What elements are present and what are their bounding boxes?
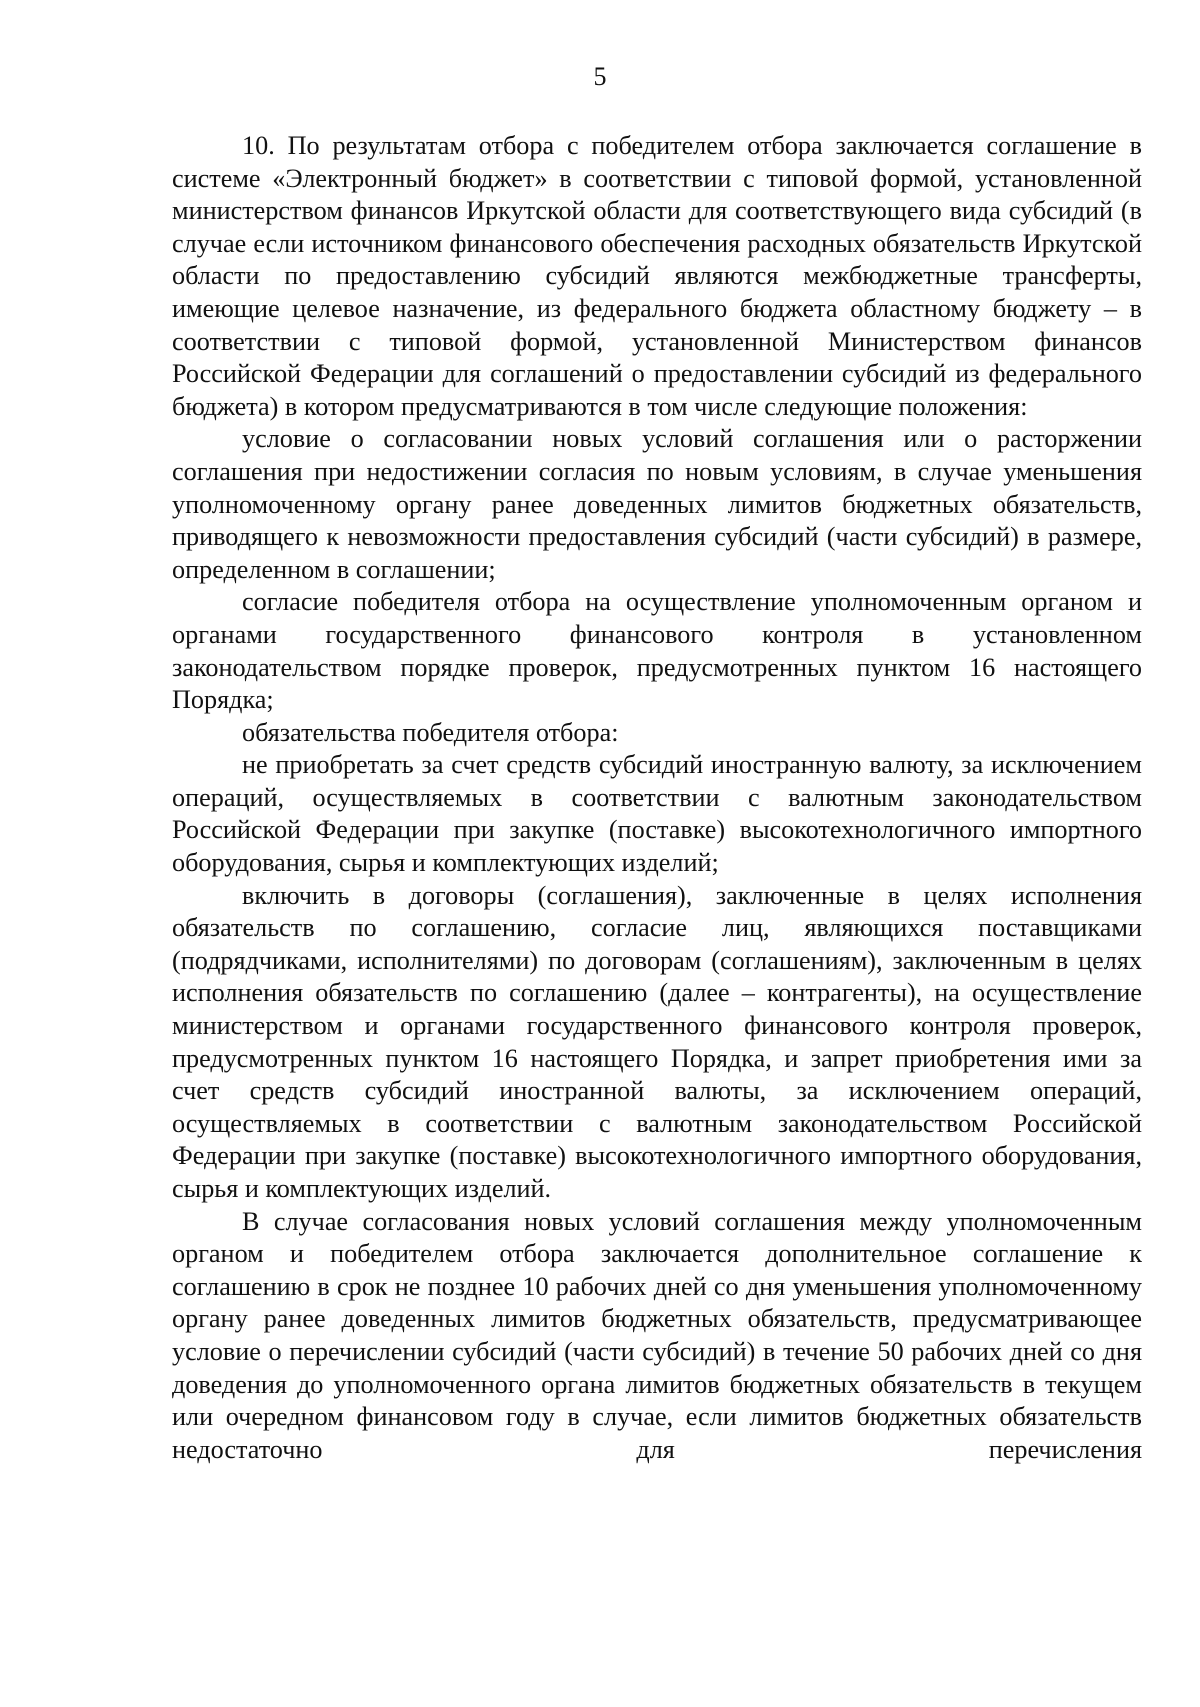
document-body [172, 130, 1142, 1466]
paragraph-additional-agreement: В случае согласования новых условий соглашения между уполномоченным органом и победителем отбора заключается дополнительное соглашение к соглашению в срок не позднее 10 рабочих дней со дня уменьшения уполномоченному органу ранее доведенных лимитов бюджетных обязательств, предусматривающее условие о перечислении субсидий (части субсидий) в течение 50 рабочих дней со дня доведения до уполномоченного органа лимитов бюджетных обязательств в текущем или очередном финансовом году в случае, если лимитов бюджетных обязательств недостаточно для перечисления [172, 1206, 1142, 1464]
paragraph-contract-consent: включить в договоры (соглашения), заключенные в целях исполнения обязательств по соглашению, согласие лиц, являющихся поставщиками (подрядчиками, исполнителями) по договорам (соглашениям), заключенным в целях исполнения обязательств по соглашению (далее – контрагенты), на осуществление министерством и органами государственного финансового контроля проверок, предусмотренных пунктом 16 настоящего Порядка, и запрет приобретения ими за счет средств субсидий иностранной валюты, за исключением операций, осуществляемых в соответствии с валютным законодательством Российской Федерации при закупке (поставке) высокотехнологичного импортного оборудования, сырья и комплектующих изделий. [172, 880, 1142, 1203]
paragraph-no-foreign-currency: не приобретать за счет средств субсидий иностранную валюту, за исключением операций, осуществляемых в соответствии с валютным законодательством Российской Федерации при закупке (поставке) высокотехнологичного импортного оборудования, сырья и комплектующих изделий; [172, 750, 1142, 878]
paragraph-condition-new-terms: условие о согласовании новых условий соглашения или о расторжении соглашения при недостижении согласия по новым условиям, в случае уменьшения уполномоченному органу ранее доведенных лимитов бюджетных обязательств, приводящего к невозможности предоставления субсидий (части субсидий) в размере, определенном в соглашении; [172, 424, 1142, 584]
page-number: 5 [593, 62, 607, 91]
paragraph-10-agreement: 10. По результатам отбора с победителем отбора заключается соглашение в системе «Электронный бюджет» в соответствии с типовой формой, установленной министерством финансов Иркутской области для соответствующего вида субсидий (в случае если источником финансового обеспечения расходных обязательств Иркутской области по предоставлению субсидий являются межбюджетные трансферты, имеющие целевое назначение, из федерального бюджета областному бюджету – в соответствии с типовой формой, установленной Министерством финансов Российской Федерации для соглашений о предоставлении субсидий из федерального бюджета) в котором предусматриваются в том числе следующие положения: [172, 131, 1142, 421]
paragraph-obligations-heading: обязательства победителя отбора: [242, 717, 619, 747]
paragraph-consent-inspections: согласие победителя отбора на осуществление уполномоченным органом и органами государственного финансового контроля в установленном законодательством порядке проверок, предусмотренных пунктом 16 настоящего Порядка; [172, 587, 1142, 715]
